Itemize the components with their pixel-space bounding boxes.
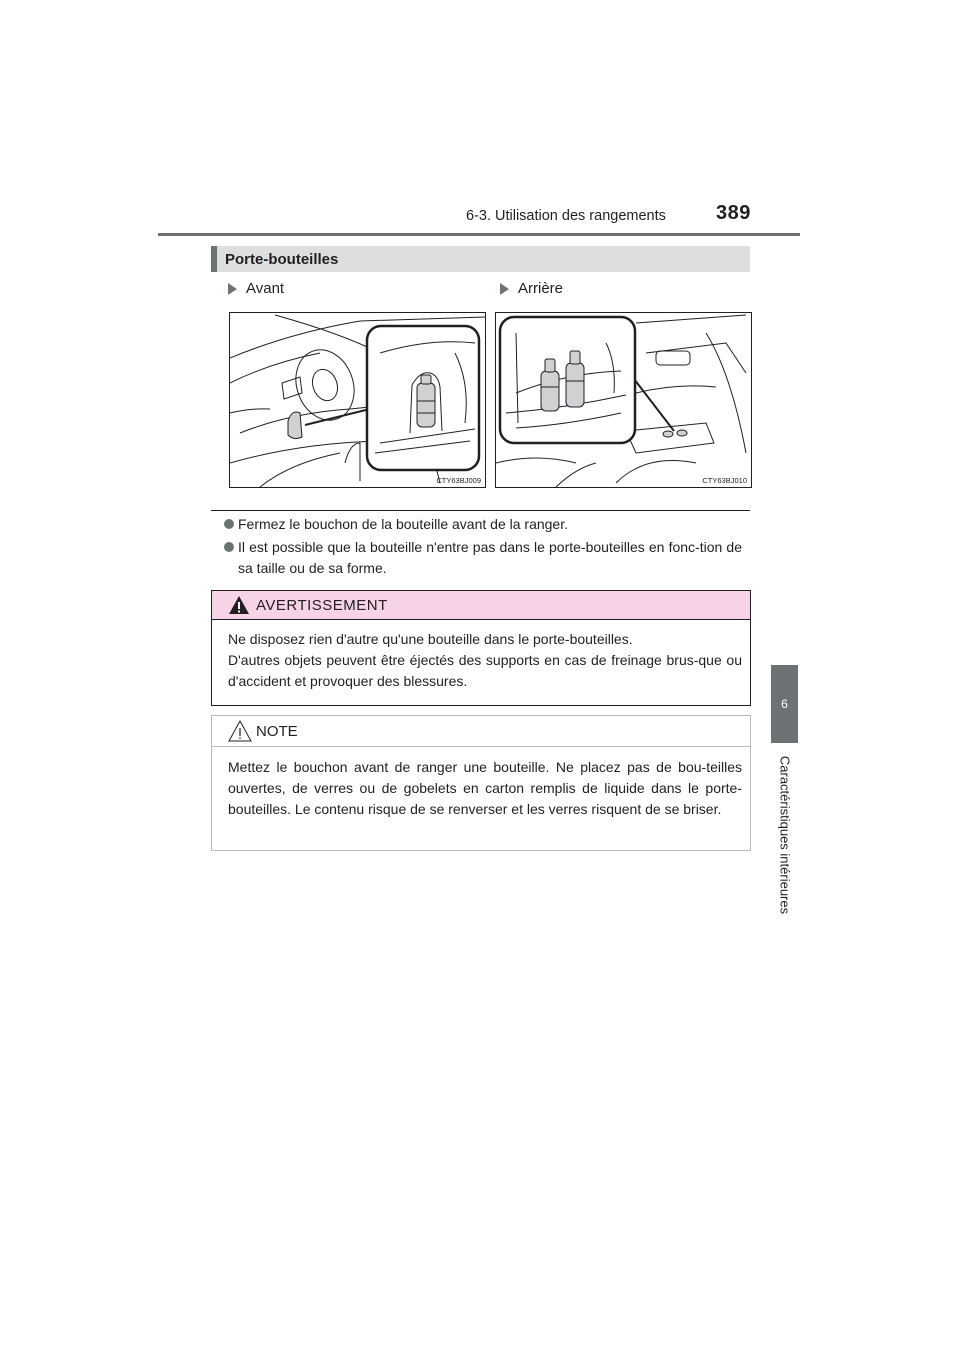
warning-box [211, 590, 751, 706]
front-sublabel [228, 280, 284, 297]
arrow-right-icon [228, 283, 237, 295]
chapter-tab: 6 [771, 665, 798, 743]
note-body: Mettez le bouchon avant de ranger une bouteille. Ne placez pas de bou-teilles ouvertes, de verres ou de gobelets en carton remplis de liquide dans le porte-bouteilles. Le contenu risque de se renverser et les verres risquent de se briser. [228, 759, 742, 817]
warning-line-2: D'autres objets peuvent être éjectés des supports en cas de freinage brus-que ou d'accident et provoquer des blessures. [228, 652, 742, 689]
warning-line-1: Ne disposez rien d'autre qu'une bouteille dans le porte-bouteilles. [228, 631, 633, 647]
front-label: Avant [246, 280, 285, 297]
section-title: Porte-bouteilles [225, 251, 339, 268]
rear-interior-drawing [496, 313, 751, 487]
front-bottle-holder-illustration [229, 312, 486, 488]
bullet-icon [224, 519, 234, 529]
chapter-side-label [771, 745, 798, 925]
section-heading-bar [211, 246, 217, 272]
rear-figure-code: CTY63BJ010 [702, 476, 747, 485]
rear-label: Arrière [518, 280, 564, 297]
bullet-text: Il est possible que la bouteille n'entre pas dans le porte-bouteilles en fonc-tion de sa taille ou de sa forme. [238, 539, 742, 576]
running-header: 6-3. Utilisation des rangements [466, 208, 666, 224]
arrow-right-icon [500, 283, 509, 295]
front-interior-drawing [230, 313, 485, 487]
header-rule [158, 233, 800, 236]
warning-icon [228, 595, 250, 615]
caution-icon [228, 720, 252, 742]
note-title: NOTE [256, 723, 298, 740]
list-item [224, 537, 742, 579]
section-heading [211, 246, 750, 272]
note-header [212, 716, 750, 747]
note-box [211, 715, 751, 851]
section-separator [211, 510, 750, 511]
warning-header [212, 591, 750, 620]
warning-body [228, 629, 742, 692]
bullet-text: Fermez le bouchon de la bouteille avant de la ranger. [238, 516, 568, 532]
page-number: 389 [716, 202, 751, 224]
warning-title: AVERTISSEMENT [256, 597, 388, 614]
bullet-icon [224, 542, 234, 552]
chapter-side-label-text: Caractéristiques intérieures [777, 755, 792, 915]
list-item [224, 514, 742, 535]
rear-bottle-holder-illustration [495, 312, 752, 488]
front-figure-code: CTY63BJ009 [436, 476, 481, 485]
rear-sublabel [500, 280, 563, 297]
